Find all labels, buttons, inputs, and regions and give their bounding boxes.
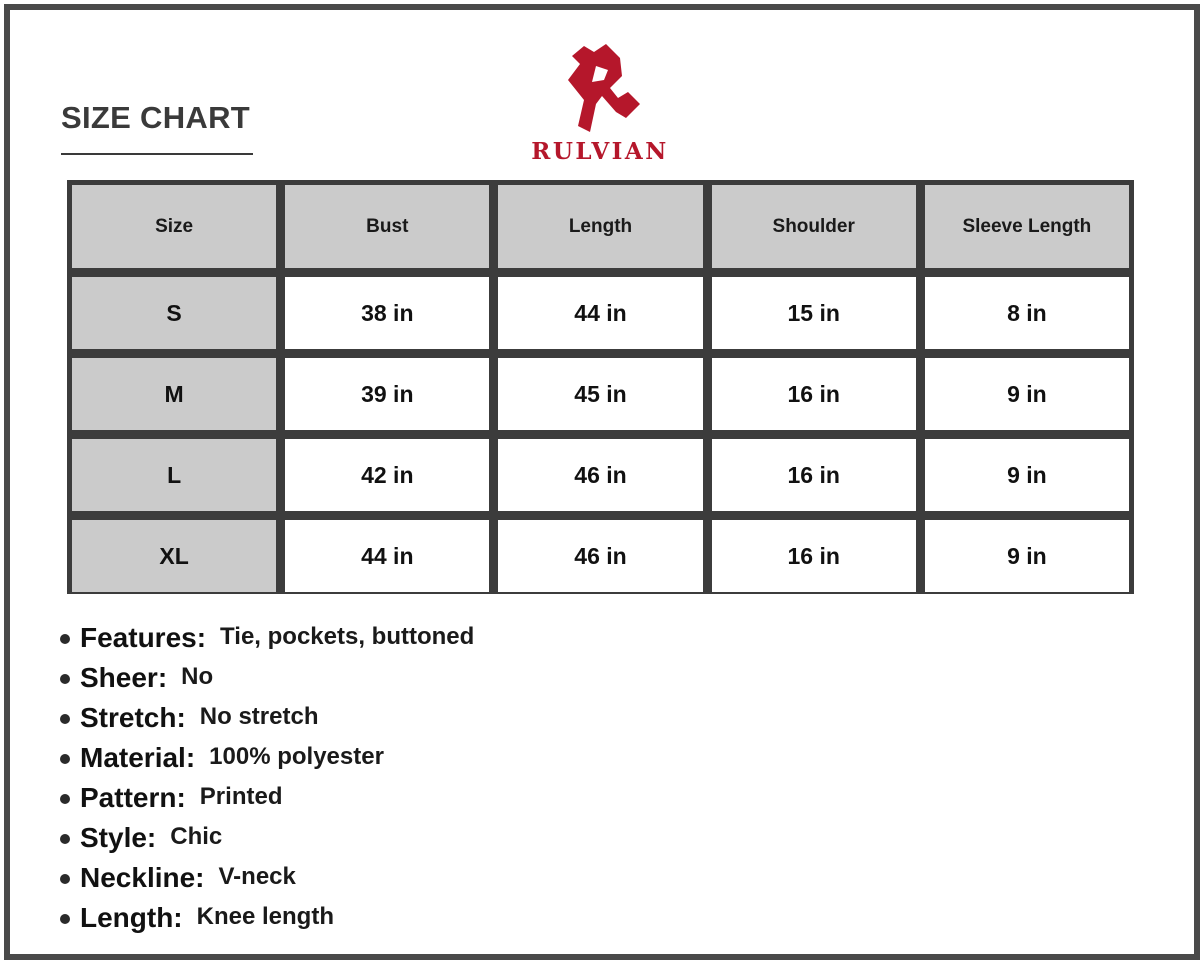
- feature-value: 100% polyester: [209, 743, 384, 770]
- feature-item: [60, 862, 474, 902]
- size-label: M: [72, 358, 276, 430]
- shoulder-value: 15 in: [712, 277, 916, 349]
- bullet-icon: [60, 874, 70, 884]
- length-value: 44 in: [498, 277, 702, 349]
- brand-logo: [520, 42, 680, 167]
- feature-label: Stretch:: [80, 702, 186, 733]
- sleeve-length-value: 9 in: [925, 520, 1129, 592]
- length-value: 46 in: [498, 520, 702, 592]
- bullet-icon: [60, 634, 70, 644]
- column-header-shoulder: Shoulder: [712, 185, 916, 268]
- length-value: 45 in: [498, 358, 702, 430]
- size-label: L: [72, 439, 276, 511]
- size-label: S: [72, 277, 276, 349]
- feature-value: Tie, pockets, buttoned: [220, 623, 475, 650]
- feature-value: Chic: [170, 823, 223, 850]
- size-label: XL: [72, 520, 276, 592]
- feature-value: V-neck: [218, 863, 296, 890]
- column-header-length: Length: [498, 185, 702, 268]
- feature-value: No stretch: [199, 703, 319, 730]
- feature-list: [60, 622, 474, 942]
- bullet-icon: [60, 714, 70, 724]
- feature-label: Neckline:: [80, 862, 205, 893]
- bullet-icon: [60, 754, 70, 764]
- sleeve-length-value: 9 in: [925, 358, 1129, 430]
- shoulder-value: 16 in: [712, 439, 916, 511]
- feature-label: Pattern:: [80, 782, 186, 813]
- feature-label: Style:: [80, 822, 157, 853]
- feature-item: [60, 702, 474, 742]
- bullet-icon: [60, 834, 70, 844]
- size-table: [67, 180, 1134, 594]
- feature-item: [60, 742, 474, 782]
- feature-value: No: [181, 663, 214, 690]
- feature-item: [60, 782, 474, 822]
- bust-value: 39 in: [285, 358, 489, 430]
- feature-label: Sheer:: [80, 662, 168, 693]
- title-underline: [61, 153, 253, 155]
- feature-label: Material:: [80, 742, 196, 773]
- bullet-icon: [60, 674, 70, 684]
- page-title: SIZE CHART: [61, 100, 250, 135]
- feature-value: Printed: [199, 783, 283, 810]
- feature-label: Length:: [80, 902, 183, 933]
- brand-name: RULVIAN: [531, 138, 669, 165]
- feature-item: [60, 662, 474, 702]
- column-header-bust: Bust: [285, 185, 489, 268]
- bullet-icon: [60, 914, 70, 924]
- length-value: 46 in: [498, 439, 702, 511]
- feature-label: Features:: [80, 622, 207, 653]
- bullet-icon: [60, 794, 70, 804]
- feature-item: [60, 902, 474, 942]
- rulvian-r-logo-icon: [562, 42, 642, 134]
- feature-value: Knee length: [196, 903, 334, 930]
- column-header-size: Size: [72, 185, 276, 268]
- shoulder-value: 16 in: [712, 520, 916, 592]
- feature-item: [60, 622, 474, 662]
- bust-value: 42 in: [285, 439, 489, 511]
- feature-item: [60, 822, 474, 862]
- bust-value: 44 in: [285, 520, 489, 592]
- column-header-sleeve-length: Sleeve Length: [925, 185, 1129, 268]
- shoulder-value: 16 in: [712, 358, 916, 430]
- sleeve-length-value: 9 in: [925, 439, 1129, 511]
- sleeve-length-value: 8 in: [925, 277, 1129, 349]
- bust-value: 38 in: [285, 277, 489, 349]
